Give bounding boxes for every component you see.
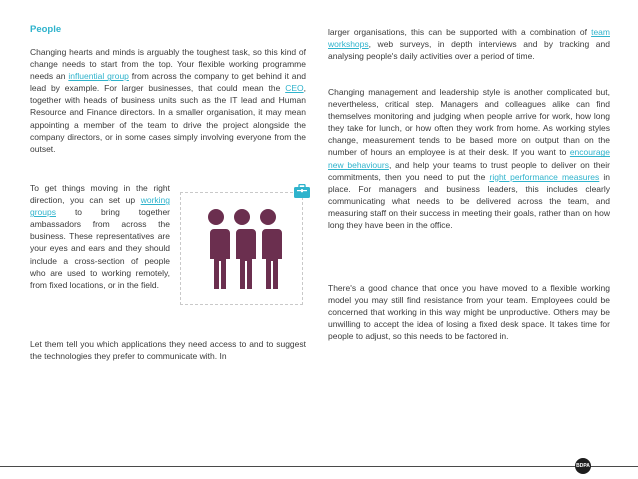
link-working-groups[interactable]: working groups [30, 195, 170, 218]
link-team-workshops[interactable]: team workshops [328, 27, 610, 50]
paragraph-management-style: Changing management and leadership style is another complicated but, nevertheless, critical step. Managers and colleagues alike can find themselves monitoring and judging when people arrive for work, how long they take for lunch, or how often they work from home. As working styles change, measurement tends to be based more on output than on the number of hours an employee is at their desk. If you want to encourage new behaviours, and help your teams to trust people to deliver on their commitments, then you need to put the right performance measures in place. For managers and business leaders, this includes clearly communicating what needs to be delivered across the team, and measuring staff on their success in meeting their goals, rather than on how long they have been in the office. [328, 87, 610, 231]
paragraph-working-groups: To get things moving in the right direction, you can set up working groups to bring together ambassadors from across the business. These representatives are your eyes and ears and they should include a cross-section of people who are used to working remotely, from fixed locations, or in the field. [30, 183, 170, 290]
section-heading: People [30, 24, 62, 35]
link-influential-group[interactable]: influential group [68, 71, 129, 82]
paragraph-workshops: larger organisations, this can be supported with a combination of team workshops, web surveys, in depth interviews and by tracking and analysing people's daily activities over a period of time. [328, 27, 610, 62]
people-group-icon [202, 207, 282, 293]
paragraph-leadership: Changing hearts and minds is arguably the toughest task, so this kind of change needs to start from the top. Your flexible working programme needs an influential group from across the company to get behind it and lead by example. For larger businesses, that could mean the CEO, together with heads of business units such as the IT lead and Human Resource and Finance directors. In a smaller organisation, it may mean appointing a member of the team to drive the project alongside the company directors, or in some cases simply involving everyone from the outset. [30, 47, 306, 154]
people-figure-frame [180, 192, 303, 305]
link-ceo[interactable]: CEO [285, 83, 304, 94]
link-encourage-new-behaviours[interactable]: encourage new behaviours [328, 147, 610, 170]
logo-text: BDPA [576, 463, 590, 469]
logo-badge [575, 458, 591, 474]
paragraph-resistance: There's a good chance that once you have moved to a flexible working model you may still find resistance from your team. Employees could be concerned that working in this way might be unproductive. Others may be unwilling to accept the idea of losing a fixed desk space. It takes time for people to adjust, so this needs to be factored in. [328, 283, 610, 342]
paragraph-applications: Let them tell you which applications they need access to and to suggest the technologies they prefer to communicate with. In [30, 339, 306, 362]
footer-divider [0, 466, 638, 467]
link-right-performance-measures[interactable]: right performance measures [489, 171, 600, 182]
briefcase-icon [294, 184, 310, 198]
